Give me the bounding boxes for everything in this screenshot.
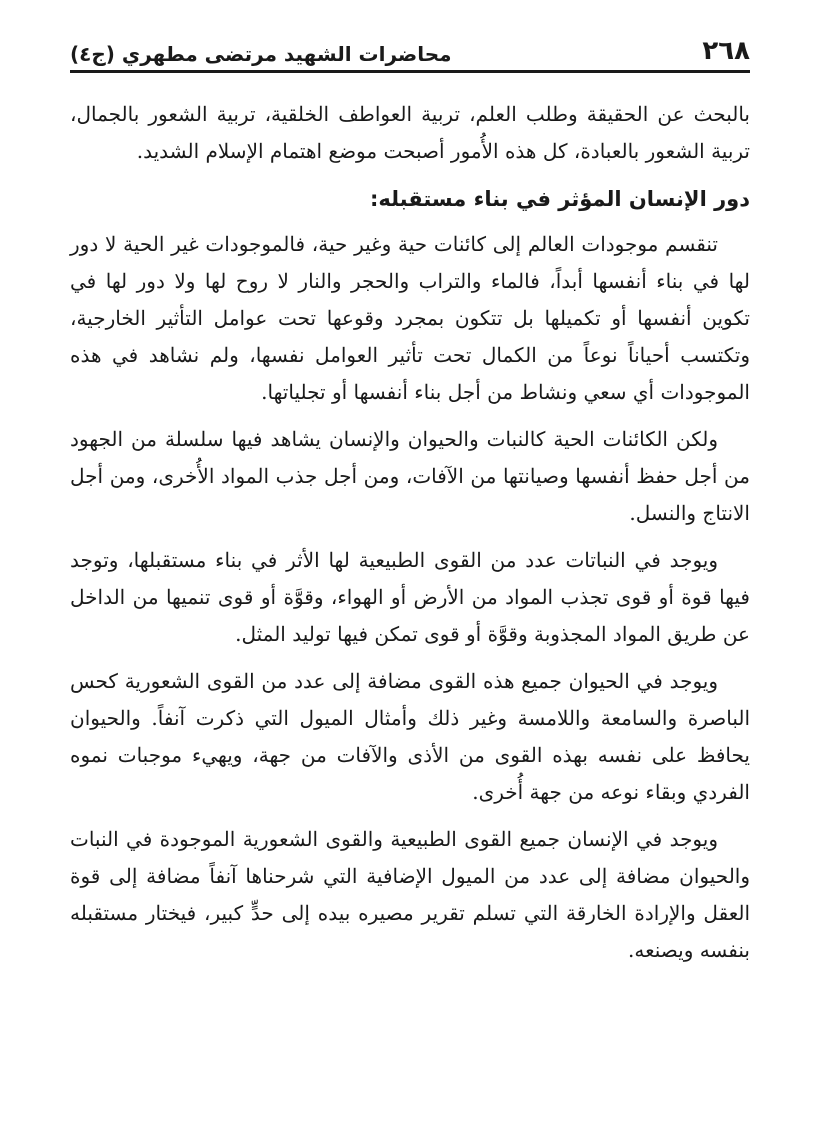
body-paragraph: تنقسم موجودات العالم إلى كائنات حية وغير حية، فالموجودات غير الحية لا دور لها في بناء أنفسها أبداً، فالماء والتراب والحجر والنار لا روح لها ولا دور لها في تكوين أنفسها أو تكميلها بل تتكون بمجرد وقوعها تحت عوامل التأثير الخارجية، وتكتسب أحياناً نوعاً من الكمال تحت تأثير العوامل نفسها، ولم نشاهد في هذه الموجودات أي سعي ونشاط من أجل بناء أنفسها أو تجلياتها. [70, 232, 750, 404]
body-paragraph: ولكن الكائنات الحية كالنبات والحيوان والإنسان يشاهد فيها سلسلة من الجهود من أجل حفظ أنفسها وصيانتها من الآفات، ومن أجل جذب المواد الأُخرى، ومن أجل الانتاج والنسل. [70, 427, 750, 525]
body-paragraph: ويوجد في النباتات عدد من القوى الطبيعية لها الأثر في بناء مستقبلها، وتوجد فيها قوة أو قوى تجذب المواد من الأرض أو الهواء، وقوَّة أو قوى تنميها من الداخل عن طريق المواد المجذوبة وقوَّة أو قوى تمكن فيها توليد المثل. [70, 548, 750, 646]
page-body [70, 96, 750, 979]
section-heading: دور الإنسان المؤثر في بناء مستقبله: [369, 187, 750, 211]
body-paragraph: ويوجد في الحيوان جميع هذه القوى مضافة إلى عدد من القوى الشعورية كحس الباصرة والسامعة واللامسة وغير ذلك وأمثال الميول التي ذكرت آنفاً. والحيوان يحافظ على نفسه بهذه القوى من الأذى والآفات من جهة، ويهيء موجبات نموه الفردي وبقاء نوعه من جهة أُخرى. [70, 669, 750, 804]
page-header [70, 24, 750, 64]
running-title: محاضرات الشهيد مرتضى مطهري (ج٤) [70, 42, 452, 66]
page-number: ٢٦٨ [702, 36, 750, 66]
body-paragraph: ويوجد في الإنسان جميع القوى الطبيعية والقوى الشعورية الموجودة في النبات والحيوان مضافة إلى عدد من الميول الإضافية التي شرحناها آنفاً مضافة إلى قوة العقل والإرادة الخارقة التي تسلم تقرير مصيره بيده إلى حدٍّ كبير، فيختار مستقبله بنفسه ويصنعه. [70, 827, 750, 962]
intro-paragraph: بالبحث عن الحقيقة وطلب العلم، تربية العواطف الخلقية، تربية الشعور بالجمال، تربية الشعور بالعبادة، كل هذه الأُمور أصبحت موضع اهتمام الإسلام الشديد. [70, 102, 750, 163]
header-rule [70, 70, 750, 73]
